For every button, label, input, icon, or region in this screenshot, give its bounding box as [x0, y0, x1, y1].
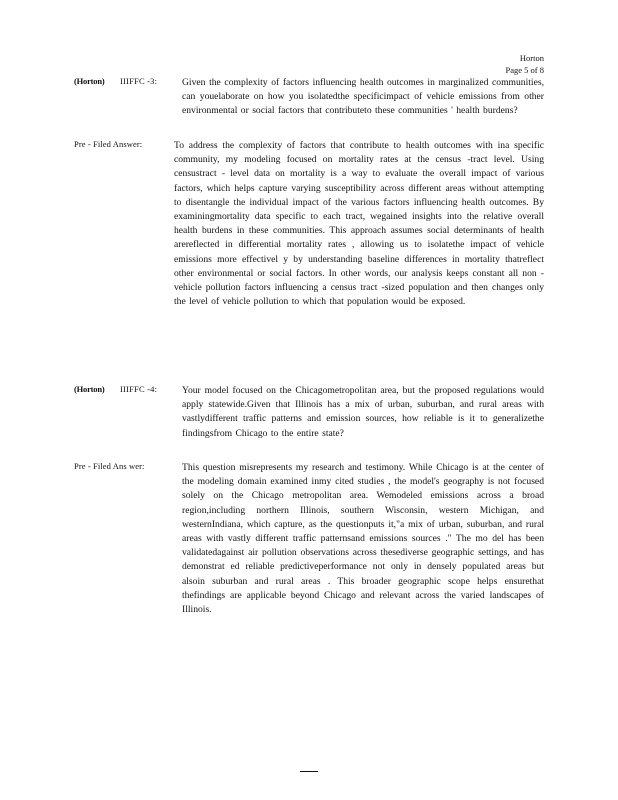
header-author: Horton — [519, 53, 544, 63]
answer-4 — [74, 461, 544, 651]
question-4 — [74, 384, 544, 454]
question-3 — [74, 76, 544, 136]
question-4-text: Your model focused on the Chicagometropolitan area, but the proposed regulations would apply statewide.Given that Illinois has a mix of urban, suburban, and rural areas with vastlydifferent traffic patterns and emission sources, how reliable is it to generalizethe findingsfrom Chicago to the entire state? — [182, 385, 544, 439]
answer-3-text: To address the complexity of factors that contribute to health outcomes with ina specific community, my modeling focused on mortality rates at the census -tract level. Using censustract - level data on mortality is a way to evaluate the overall impact of various factors, which helps capture varying susceptibility across different areas without attempting to disentangle the individual impact of the various factors influencing health outcomes. By examiningmortality data specific to each tract, wegained insights into the relative overall health burdens in these communities. This approach assumes social determinants of health arereflected in differential mortality rates , allowing us to isolatethe impact of vehicle emissions more effectivel y by understanding baseline differences in mortality thatreflect other environmental or social factors. In other words, our analysis keeps constant all non -vehicle pollution factors influencing a census tract -sized population and then changes only the level of vehicle pollution to which that population would be exposed. — [174, 140, 544, 308]
answer-4-text: This question misrepresents my research and testimony. While Chicago is at the center of the modeling domain examined inmy cited studies , the model's geography is not focused solely on the Chicago metropolitan area. Wemodeled emissions across a broad region,including northern Illinois, southern Wisconsin, western Michigan, and westernIndiana, which capture, as the questionputs it,"a mix of urban, suburban, and rural areas with vastly different traffic patternsand emissions sources ." The mo del has been validatedagainst air pollution observations across thesediverse geographic settings, and has demonstrat ed reliable predictiveperformance not only in densely populated areas but alsoin suburban and rural areas . This broader geographic scope helps ensurethat thefindings are applicable beyond Chicago and relevant across the varied landscapes of Illinois. — [182, 462, 544, 616]
footer-divider — [300, 771, 318, 772]
question-4-requester: (Horton) — [74, 384, 105, 394]
answer-3 — [74, 139, 544, 349]
header-page-number: Page 5 of 8 — [505, 65, 544, 75]
page-header — [506, 52, 544, 76]
question-3-text: Given the complexity of factors influencing health outcomes in marginalized communities, can youelaborate on how you isolatedthe specificimpact of vehicle emissions from other environmental or social factors that contributeto these communities ' health burdens? — [182, 77, 544, 117]
question-4-id: IIIFFC -4: — [120, 384, 158, 394]
question-3-requester: (Horton) — [74, 76, 105, 86]
answer-3-label: Pre - Filed Answer: — [74, 139, 143, 149]
answer-4-label: Pre - Filed Ans wer: — [74, 461, 145, 471]
question-3-id: IIIFFC -3: — [120, 76, 158, 86]
